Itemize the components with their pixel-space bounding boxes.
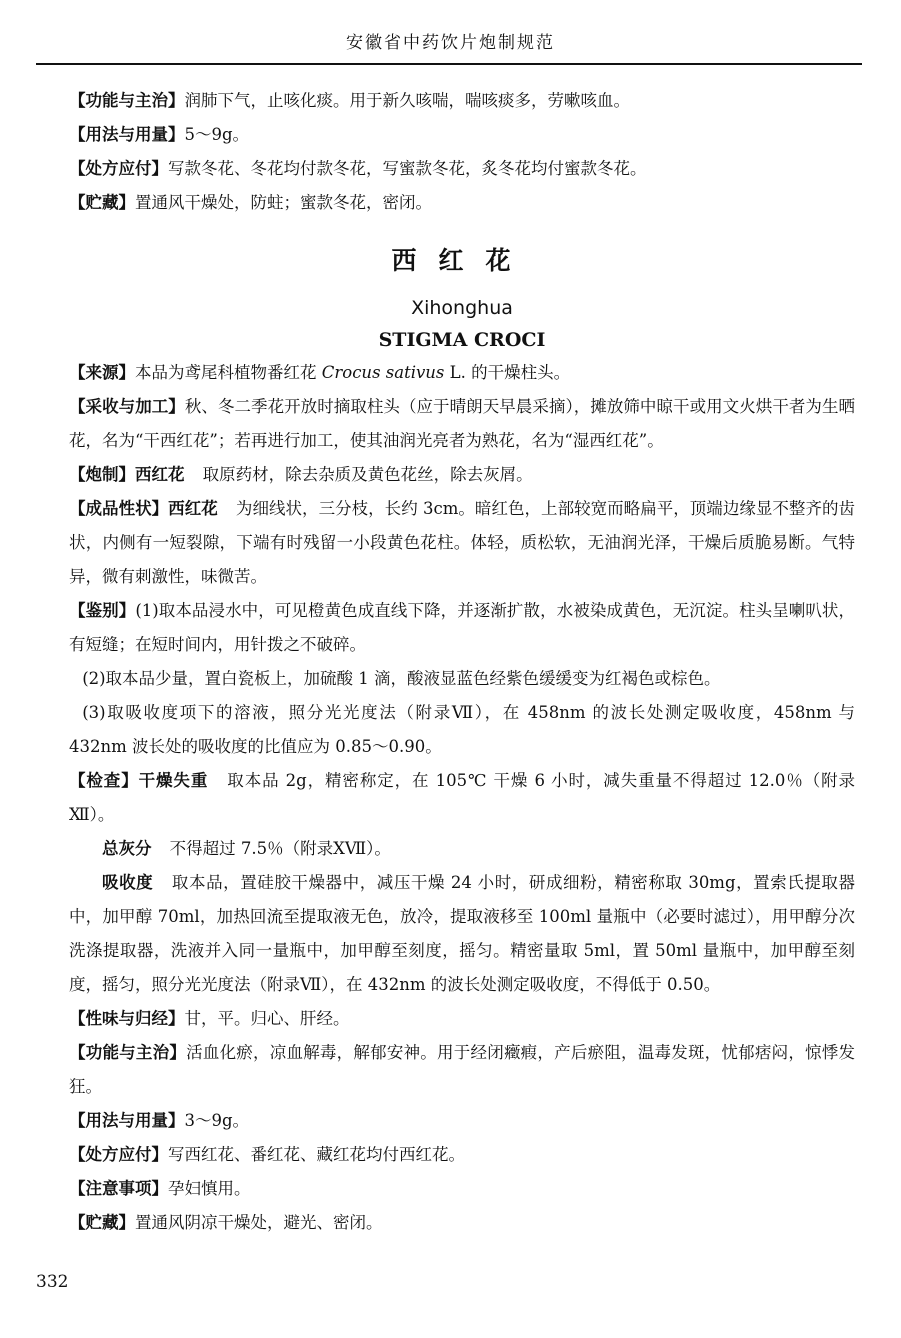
nature-section	[69, 1002, 855, 1036]
section-tag: 【处方应付】	[69, 159, 168, 178]
entry-title: 西红花	[391, 246, 533, 275]
section-text: 润肺下气，止咳化痰。用于新久咳喘，喘咳痰多，劳嗽咳血。	[184, 91, 630, 110]
section-tag: 【炮制】	[69, 465, 135, 484]
section-text: 取原药材，除去杂质及黄色花丝，除去灰屑。	[202, 465, 533, 484]
section-text: 置通风干燥处，防蛀；蜜款冬花，密闭。	[135, 193, 432, 212]
entry-pinyin: Xihonghua	[411, 297, 513, 319]
section-tag: 【成品性状】	[69, 499, 169, 518]
section-text: 为细线状，三分枝，长约 3cm。暗红色，上部较宽而略扁平，顶端边缘显不整齐的齿状，内侧有一短裂隙，下端有时残留一小段黄色花柱。体轻，质松软，无油润光泽，干燥后质脆易断。气特异，微有刺激性，味微苦。	[69, 499, 856, 586]
section-text: 甘，平。归心、肝经。	[184, 1009, 350, 1028]
identification-item-1: (1)取本品浸水中，可见橙黄色成直线下降，并逐渐扩散，水被染成黄色，无沉淀。柱头呈喇叭状，有短缝；在短时间内，用针拨之不破碎。	[69, 601, 856, 654]
section-tag: 【采收与加工】	[69, 397, 185, 416]
absorbance-subsection	[69, 866, 855, 1002]
section-tag: 【用法与用量】	[69, 125, 185, 144]
storage-section	[69, 1206, 855, 1240]
section-text: 取本品 2g，精密称定，在 105℃ 干燥 6 小时，减失重量不得超过 12.0％（附录Ⅻ）。	[69, 771, 856, 824]
identification-section	[69, 594, 855, 662]
section-text: 孕妇慎用。	[168, 1179, 251, 1198]
section-text: 写款冬花、冬花均付款冬花，写蜜款冬花，炙冬花均付蜜款冬花。	[168, 159, 647, 178]
section-tag: 【贮藏】	[69, 193, 135, 212]
identification-item-3: (3)取吸收度项下的溶液，照分光光度法（附录Ⅶ），在 458nm 的波长处测定吸收度，458nm 与 432nm 波长处的吸收度的比值应为 0.85～0.90。	[69, 703, 855, 756]
functions-section	[69, 1036, 855, 1104]
section-tag: 【贮藏】	[69, 1213, 135, 1232]
entry-latin-name: STIGMA CROCI	[378, 329, 546, 351]
characteristics-section	[69, 492, 855, 594]
section-tag: 【处方应付】	[69, 1145, 168, 1164]
section-text: 取本品，置硅胶干燥器中，减压干燥 24 小时，研成细粉，精密称取 30mg，置索氏提取器中，加甲醇 70ml，加热回流至提取液无色，放冷，提取液移至 100ml 量瓶中（必要时滤过），用甲醇分次洗涤提取器，洗液并入同一量瓶中，加甲醇至刻度，摇匀。精密量取 5ml，置 50ml 量瓶中，加甲醇至刻度，摇匀，照分光光度法（附录Ⅶ），在 432nm 的波长处测定吸收度，不得低于 0.50。	[69, 873, 856, 994]
subsection-tag: 吸收度	[102, 873, 154, 892]
prescription-section	[69, 1138, 855, 1172]
section-text: 5～9g。	[184, 125, 250, 144]
source-section	[69, 356, 855, 390]
harvest-section	[69, 390, 855, 458]
subsection-tag: 干燥失重	[138, 771, 209, 790]
species-name: Crocus sativus	[321, 363, 445, 382]
caution-section	[69, 1172, 855, 1206]
section-text: 不得超过 7.5％（附录ⅩⅦ）。	[169, 839, 391, 858]
running-head: 安徽省中药饮片炮制规范	[346, 33, 555, 53]
section-tag: 【鉴别】	[69, 601, 136, 620]
section-text: 3～9g。	[184, 1111, 250, 1130]
section-tag: 【来源】	[69, 363, 135, 382]
section-text: 秋、冬二季花开放时摘取柱头（应于晴朗天早晨采摘），摊放筛中晾干或用文火烘干者为生晒花，名为“干西红花”；若再进行加工，使其油润光亮者为熟花，名为“湿西红花”。	[69, 397, 856, 450]
section-text: 写西红花、番红花、藏红花均付西红花。	[168, 1145, 465, 1164]
prev-functions	[69, 84, 855, 118]
page-content	[69, 84, 855, 1240]
section-tag: 【用法与用量】	[69, 1111, 185, 1130]
section-text: L. 的干燥柱头。	[444, 363, 571, 382]
subsection-tag: 西红花	[135, 465, 185, 484]
prev-dosage	[69, 118, 855, 152]
identification-item-2: (2)取本品少量，置白瓷板上，加硫酸 1 滴，酸液显蓝色经紫色缓缓变为红褐色或棕色。	[82, 669, 721, 688]
section-tag: 【检查】	[69, 771, 139, 790]
processing-section	[69, 458, 855, 492]
inspection-section	[69, 764, 855, 832]
section-text: 本品为鸢尾科植物番红花	[135, 363, 322, 382]
prev-prescription	[69, 152, 855, 186]
section-tag: 【功能与主治】	[69, 91, 185, 110]
ash-subsection	[69, 832, 855, 866]
subsection-tag: 总灰分	[102, 839, 152, 858]
page-number: 332	[36, 1272, 69, 1292]
section-text: 活血化瘀，凉血解毒，解郁安神。用于经闭癥瘕，产后瘀阻，温毒发斑，忧郁痞闷，惊悸发狂。	[69, 1043, 856, 1096]
prev-storage	[69, 186, 855, 220]
subsection-tag: 西红花	[168, 499, 218, 518]
section-tag: 【性味与归经】	[69, 1009, 185, 1028]
section-tag: 【功能与主治】	[69, 1043, 187, 1062]
header-rule	[36, 63, 862, 65]
section-text: 置通风阴凉干燥处，避光、密闭。	[135, 1213, 383, 1232]
dosage-section	[69, 1104, 855, 1138]
section-tag: 【注意事项】	[69, 1179, 168, 1198]
